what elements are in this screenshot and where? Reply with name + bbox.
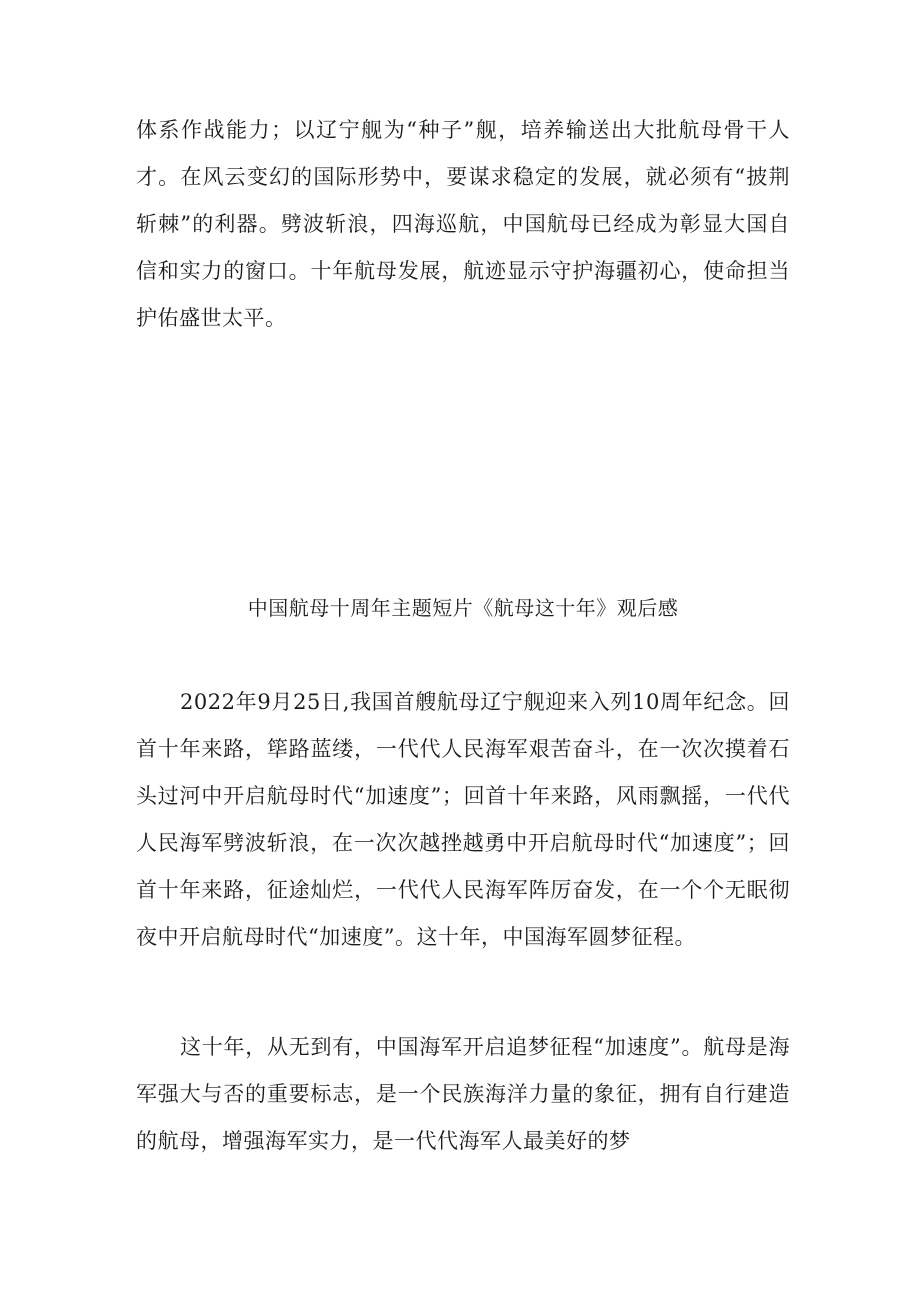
- document-title: 中国航母十周年主题短片《航母这十年》观后感: [247, 596, 679, 620]
- body-paragraph: 2022年9月25日,我国首艘航母辽宁舰迎来入列10周年纪念。回首十年来路，筚路蓝缕，一代代人民海军艰苦奋斗，在一次次摸着石头过河中开启航母时代“加速度”；回首十年来路，风雨飘摇，一代代人民海军劈波斩浪，在一次次越挫越勇中开启航母时代“加速度”；回首十年来路，征途灿烂，一代代人民海军阵厉奋发，在一个个无眠彻夜中开启航母时代“加速度”。这十年，中国海军圆梦征程。: [136, 690, 790, 949]
- body-paragraph: 这十年，从无到有，中国海军开启追梦征程“加速度”。航母是海军强大与否的重要标志，是一个民族海洋力量的象征，拥有自行建造的航母，增强海军实力，是一代代海军人最美好的梦: [136, 1035, 790, 1153]
- continued-paragraph: 体系作战能力；以辽宁舰为“种子”舰，培养输送出大批航母骨干人才。在风云变幻的国际形势中，要谋求稳定的发展，就必须有“披荆斩棘”的利器。劈波斩浪，四海巡航，中国航母已经成为彰显大国自信和实力的窗口。十年航母发展，航迹显示守护海疆初心，使命担当护佑盛世太平。: [136, 118, 790, 330]
